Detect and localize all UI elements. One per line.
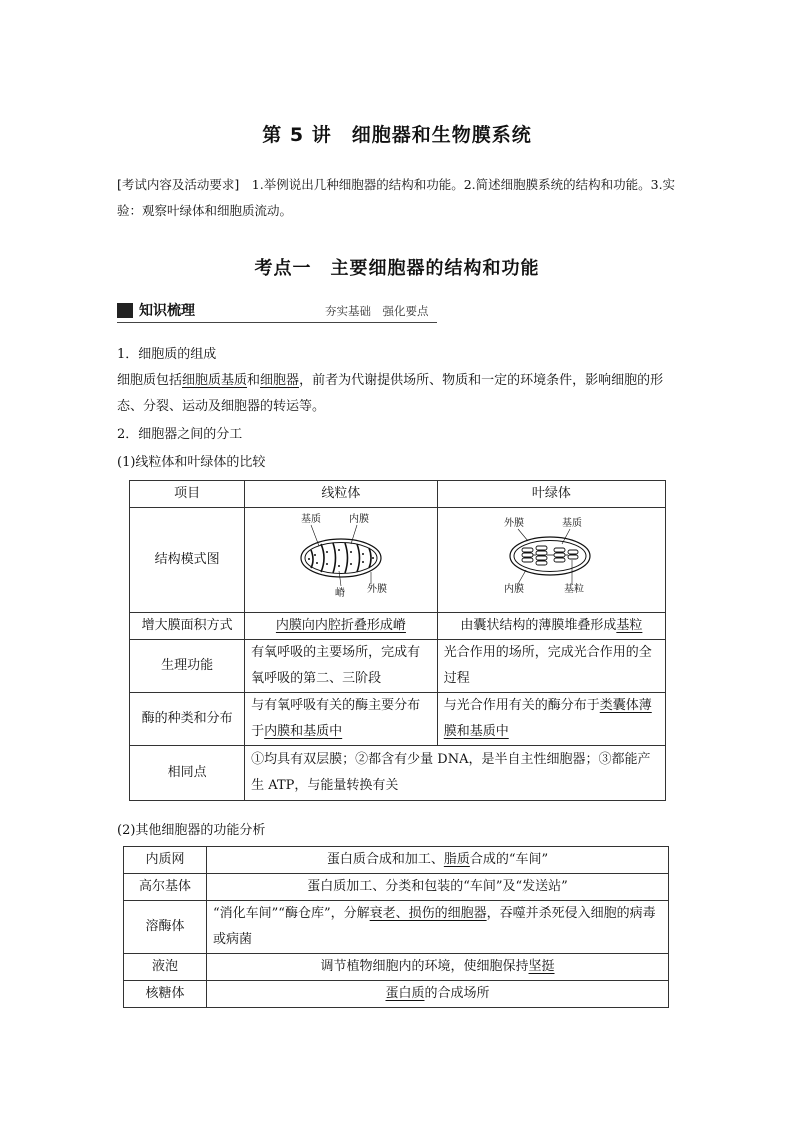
table-row	[130, 746, 666, 801]
table-row	[124, 954, 669, 981]
underlined-term: 类囊体薄膜和基质中	[443, 698, 652, 739]
text-fragment: 的合成场所	[424, 986, 490, 1001]
text-fragment: 与光合作用有关的酶分布于	[443, 698, 600, 713]
underlined-term: 脂质	[443, 852, 470, 867]
organelle-function	[207, 901, 669, 954]
requirements-text: 1.举例说出几种细胞器的结构和功能。2.简述细胞膜系统的结构和功能。3.实验：观察叶绿体和细胞质流动。	[117, 177, 676, 218]
table-cell: 光合作用的场所，完成光合作用的全过程	[437, 640, 665, 693]
table-row	[130, 693, 666, 746]
table-row	[124, 874, 669, 901]
table-row	[130, 613, 666, 640]
organelle-name: 高尔基体	[124, 874, 207, 901]
text-fragment: “消化车间”“酶仓库”，分解	[213, 906, 370, 921]
table-cell	[437, 613, 665, 640]
underlined-term: 细胞器	[260, 373, 300, 388]
sub2-heading: (2)其他细胞器的功能分析	[117, 823, 266, 838]
underlined-term: 坚挺	[528, 959, 555, 974]
mitochondrion-diagram-cell	[245, 508, 438, 613]
table-header-cell: 线粒体	[245, 481, 438, 508]
organelle-name: 内质网	[124, 847, 207, 874]
diagram-label-matrix: 基质	[561, 518, 582, 529]
table-row	[124, 981, 669, 1008]
organelle-comparison-table	[129, 480, 666, 801]
text-fragment: 细胞质包括	[117, 373, 183, 388]
text-fragment: ，前者为代谢提供场所、物质和一定的环境条件，影响细胞的形态、分裂、运动及细胞器的转运等。	[117, 373, 664, 414]
point1-heading: 1．细胞质的组成	[117, 347, 217, 362]
header-divider	[117, 322, 437, 323]
organelle-function	[207, 981, 669, 1008]
underlined-term: 蛋白质	[385, 986, 425, 1001]
table-row	[130, 481, 666, 508]
row-label: 生理功能	[130, 640, 245, 693]
table-header-cell: 叶绿体	[437, 481, 665, 508]
sub1-heading: (1)线粒体和叶绿体的比较	[117, 455, 266, 470]
knowledge-header-label: 知识梳理	[139, 303, 195, 319]
page-title: 第 5 讲 细胞器和生物膜系统	[262, 124, 532, 146]
diagram-label-inner-membrane: 内膜	[349, 514, 370, 525]
row-label: 相同点	[130, 746, 245, 801]
text-fragment: 与有氧呼吸有关的酶主要分布于	[251, 698, 421, 739]
organelle-name: 核糖体	[124, 981, 207, 1008]
text-fragment: 合成的“车间”	[469, 852, 549, 867]
diagram-label-granum: 基粒	[563, 584, 584, 595]
table-row	[130, 508, 666, 613]
section-title: 考点一 主要细胞器的结构和功能	[254, 258, 540, 279]
table-cell	[437, 693, 665, 746]
organelle-name: 液泡	[124, 954, 207, 981]
organelle-function	[207, 954, 669, 981]
mitochondrion-diagram	[245, 508, 433, 602]
black-square-icon	[117, 303, 133, 318]
organelle-name: 溶酶体	[124, 901, 207, 954]
table-cell	[245, 693, 438, 746]
diagram-label-inner-membrane: 内膜	[503, 584, 524, 595]
table-row	[130, 640, 666, 693]
underlined-term: 基粒	[616, 618, 643, 633]
underlined-term: 细胞质基质	[182, 373, 248, 388]
table-cell: 有氧呼吸的主要场所，完成有氧呼吸的第二、三阶段	[245, 640, 438, 693]
point1-text	[117, 368, 682, 420]
diagram-label-outer-membrane: 外膜	[367, 584, 388, 595]
table-cell	[245, 613, 438, 640]
underlined-term: 衰老、损伤的细胞器	[369, 906, 487, 921]
row-label: 结构模式图	[130, 508, 245, 613]
table-header-cell: 项目	[130, 481, 245, 508]
table-row	[124, 901, 669, 954]
table-cell: ①均具有双层膜；②都含有少量 DNA，是半自主性细胞器；③都能产生 ATP，与能量转换有关	[245, 746, 666, 801]
chloroplast-diagram-cell	[437, 508, 665, 613]
organelle-function: 蛋白质加工、分类和包装的“车间”及“发送站”	[207, 874, 669, 901]
exam-requirements	[117, 172, 682, 224]
chloroplast-diagram	[438, 508, 661, 602]
requirements-tag: [考试内容及活动要求]	[117, 177, 240, 192]
underlined-term: 内膜向内腔折叠形成嵴	[275, 618, 406, 633]
text-fragment: 蛋白质合成和加工、	[326, 852, 444, 867]
diagram-label-crista: 嵴	[335, 588, 346, 599]
diagram-label-matrix: 基质	[301, 514, 322, 525]
text-fragment: ，吞噬并杀死侵入细胞的病毒或病菌	[213, 906, 656, 947]
row-label: 酶的种类和分布	[130, 693, 245, 746]
knowledge-header	[117, 300, 437, 324]
knowledge-header-subtitle: 夯实基础 强化要点	[325, 304, 429, 318]
diagram-label-outer-membrane: 外膜	[503, 518, 524, 529]
row-label: 增大膜面积方式	[130, 613, 245, 640]
text-fragment: 调节植物细胞内的环境，使细胞保持	[320, 959, 529, 974]
other-organelles-table	[123, 846, 669, 1008]
point2-heading: 2．细胞器之间的分工	[117, 427, 243, 442]
text-fragment: 和	[247, 373, 261, 388]
organelle-function	[207, 847, 669, 874]
text-fragment: 由囊状结构的薄膜堆叠形成	[460, 618, 617, 633]
table-row	[124, 847, 669, 874]
underlined-term: 内膜和基质中	[264, 724, 343, 739]
